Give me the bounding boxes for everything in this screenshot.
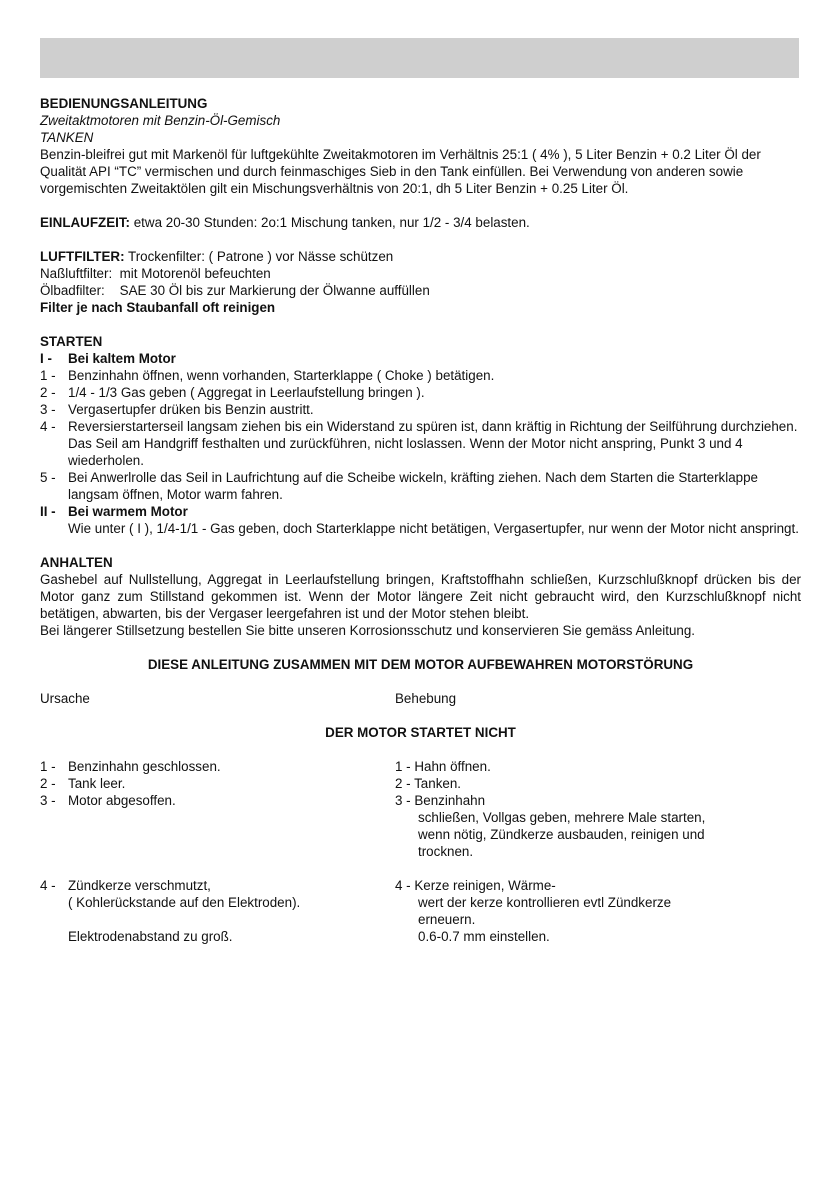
kalt-item bbox=[40, 401, 801, 418]
manual-content bbox=[40, 95, 801, 945]
item-num: 5 - bbox=[40, 470, 56, 485]
item-text: Vergasertupfer drüken bis Benzin austritt. bbox=[68, 402, 314, 417]
tanken-heading: TANKEN bbox=[40, 130, 94, 145]
oelbadfilter-line: Ölbadfilter: SAE 30 Öl bis zur Markierung der Ölwanne auffüllen bbox=[40, 283, 430, 298]
cause-text: Tank leer. bbox=[68, 776, 126, 791]
keep-note: DIESE ANLEITUNG ZUSAMMEN MIT DEM MOTOR AUFBEWAHREN MOTORSTÖRUNG bbox=[147, 657, 694, 672]
nassluftfilter-line: Naßluftfilter: mit Motorenöl befeuchten bbox=[40, 266, 271, 281]
cause-text: Benzinhahn geschlossen. bbox=[68, 759, 221, 774]
cause-item bbox=[40, 877, 395, 894]
col-cause-header: Ursache bbox=[40, 691, 90, 706]
fix-3-cont: schließen, Vollgas geben, mehrere Male starten, wenn nötig, Zündkerze ausbauden, reinigen und trocknen. bbox=[418, 810, 706, 859]
kalt-item bbox=[40, 418, 801, 469]
warm-num: II - bbox=[40, 504, 56, 519]
luftfilter-text: Trockenfilter: ( Patrone ) vor Nässe schützen bbox=[124, 249, 394, 264]
manual-subtitle: Zweitaktmotoren mit Benzin-Öl-Gemisch bbox=[40, 113, 281, 128]
warm-title: Bei warmem Motor bbox=[68, 504, 188, 519]
item-text: Reversierstarterseil langsam ziehen bis ein Widerstand zu spüren ist, dann kräftig in Richtung der Seilführung durchziehen. Das Seil am Handgriff festhalten und zurückführen, nicht loslassen. Wenn der Motor nicht anspring, Punkt 3 und 4 wiederholen. bbox=[68, 419, 798, 468]
cause-4 bbox=[40, 877, 395, 945]
item-text: Bei Anwerlrolle das Seil in Laufrichtung auf die Scheibe wickeln, kräfting ziehen. Nach dem Starten die Starterklappe langsam öffnen, Motor warm fahren. bbox=[68, 470, 759, 502]
kalt-item bbox=[40, 469, 801, 503]
kalt-num: I - bbox=[40, 351, 52, 366]
column-headers bbox=[40, 690, 801, 707]
fix-4-cont: wert der kerze kontrollieren evtl Zündkerze erneuern. bbox=[418, 895, 672, 927]
luftfilter-line bbox=[40, 248, 801, 265]
warm-text: Wie unter ( I ), 1/4-1/1 - Gas geben, doch Starterklappe nicht betätigen, Vergasertupfer, nur wenn der Motor nicht anspringt. bbox=[68, 521, 799, 536]
fault-block-b bbox=[40, 877, 801, 945]
kalt-title: Bei kaltem Motor bbox=[68, 351, 176, 366]
einlauf-line bbox=[40, 214, 801, 231]
einlauf-text: etwa 20-30 Stunden: 2o:1 Mischung tanken, nur 1/2 - 3/4 belasten. bbox=[130, 215, 530, 230]
cause-item bbox=[40, 775, 395, 792]
fix-4 bbox=[395, 877, 801, 945]
header-bar bbox=[40, 38, 799, 78]
cause-num: 2 - bbox=[40, 776, 56, 791]
item-text: 1/4 - 1/3 Gas geben ( Aggregat in Leerlaufstellung bringen ). bbox=[68, 385, 425, 400]
kalt-heading bbox=[40, 350, 801, 367]
item-text: Benzinhahn öffnen, wenn vorhanden, Starterklappe ( Choke ) betätigen. bbox=[68, 368, 495, 383]
fault-heading: DER MOTOR STARTET NICHT bbox=[325, 725, 516, 740]
fault-block-a bbox=[40, 758, 801, 860]
col-fix-header: Behebung bbox=[395, 691, 457, 706]
warm-heading bbox=[40, 503, 801, 520]
fix-item: 4 - Kerze reinigen, Wärme- bbox=[395, 878, 556, 893]
item-num: 2 - bbox=[40, 385, 56, 400]
fix-item: 1 - Hahn öffnen. bbox=[395, 759, 491, 774]
kalt-item bbox=[40, 384, 801, 401]
cause-num: 1 - bbox=[40, 759, 56, 774]
filter-note: Filter je nach Staubanfall oft reinigen bbox=[40, 300, 276, 315]
cause-4-gap: Elektrodenabstand zu groß. bbox=[68, 929, 233, 944]
cause-num: 4 - bbox=[40, 878, 56, 893]
fix-item: 3 - Benzinhahn bbox=[395, 793, 486, 808]
luftfilter-label: LUFTFILTER: bbox=[40, 249, 125, 264]
anhalten-heading: ANHALTEN bbox=[40, 555, 113, 570]
fix-4-gap: 0.6-0.7 mm einstellen. bbox=[418, 929, 550, 944]
cause-item bbox=[40, 758, 395, 775]
cause-text: Motor abgesoffen. bbox=[68, 793, 176, 808]
cause-4-detail: ( Kohlerückstande auf den Elektroden). bbox=[68, 895, 301, 910]
causes-a bbox=[40, 758, 395, 860]
fix-item: 2 - Tanken. bbox=[395, 776, 462, 791]
tanken-text: Benzin-bleifrei gut mit Markenöl für luftgekühlte Zweitakmotoren im Verhältnis 25:1 ( 4% ), 5 Liter Benzin + 0.2 Liter Öl der Qualität API “TC” vermischen und durch feinmaschiges Sieb in den Tank einfüllen. Bei Verwendung von anderen sowie vorgemischten Zweitaktölen gilt ein Mischungsverhältnis von 20:1, dh 5 Liter Benzin + 0.25 Liter Öl. bbox=[40, 147, 761, 196]
manual-title: BEDIENUNGSANLEITUNG bbox=[40, 96, 208, 111]
starten-heading: STARTEN bbox=[40, 334, 103, 349]
fixes-a bbox=[395, 758, 801, 860]
cause-text: Zündkerze verschmutzt, bbox=[68, 878, 211, 893]
item-num: 1 - bbox=[40, 368, 56, 383]
cause-num: 3 - bbox=[40, 793, 56, 808]
anhalten-text-2: Bei längerer Stillsetzung bestellen Sie bitte unseren Korrosionsschutz und konservieren Sie gemäss Anleitung. bbox=[40, 623, 696, 638]
cause-item bbox=[40, 792, 395, 809]
kalt-item bbox=[40, 367, 801, 384]
anhalten-text-1: Gashebel auf Nullstellung, Aggregat in Leerlaufstellung bringen, Kraftstoffhahn schließen, Kurzschlußknopf drücken bis der Motor ganz zum Stillstand gekommen ist. Wenn der Motor längere Zeit nicht gebraucht wird, den Kurzschlußknopf nicht betätigen, abwarten, bis der Vergaser leergefahren ist und der Motor stehen bleibt. bbox=[40, 572, 801, 621]
item-num: 4 - bbox=[40, 419, 56, 434]
item-num: 3 - bbox=[40, 402, 56, 417]
einlauf-label: EINLAUFZEIT: bbox=[40, 215, 131, 230]
